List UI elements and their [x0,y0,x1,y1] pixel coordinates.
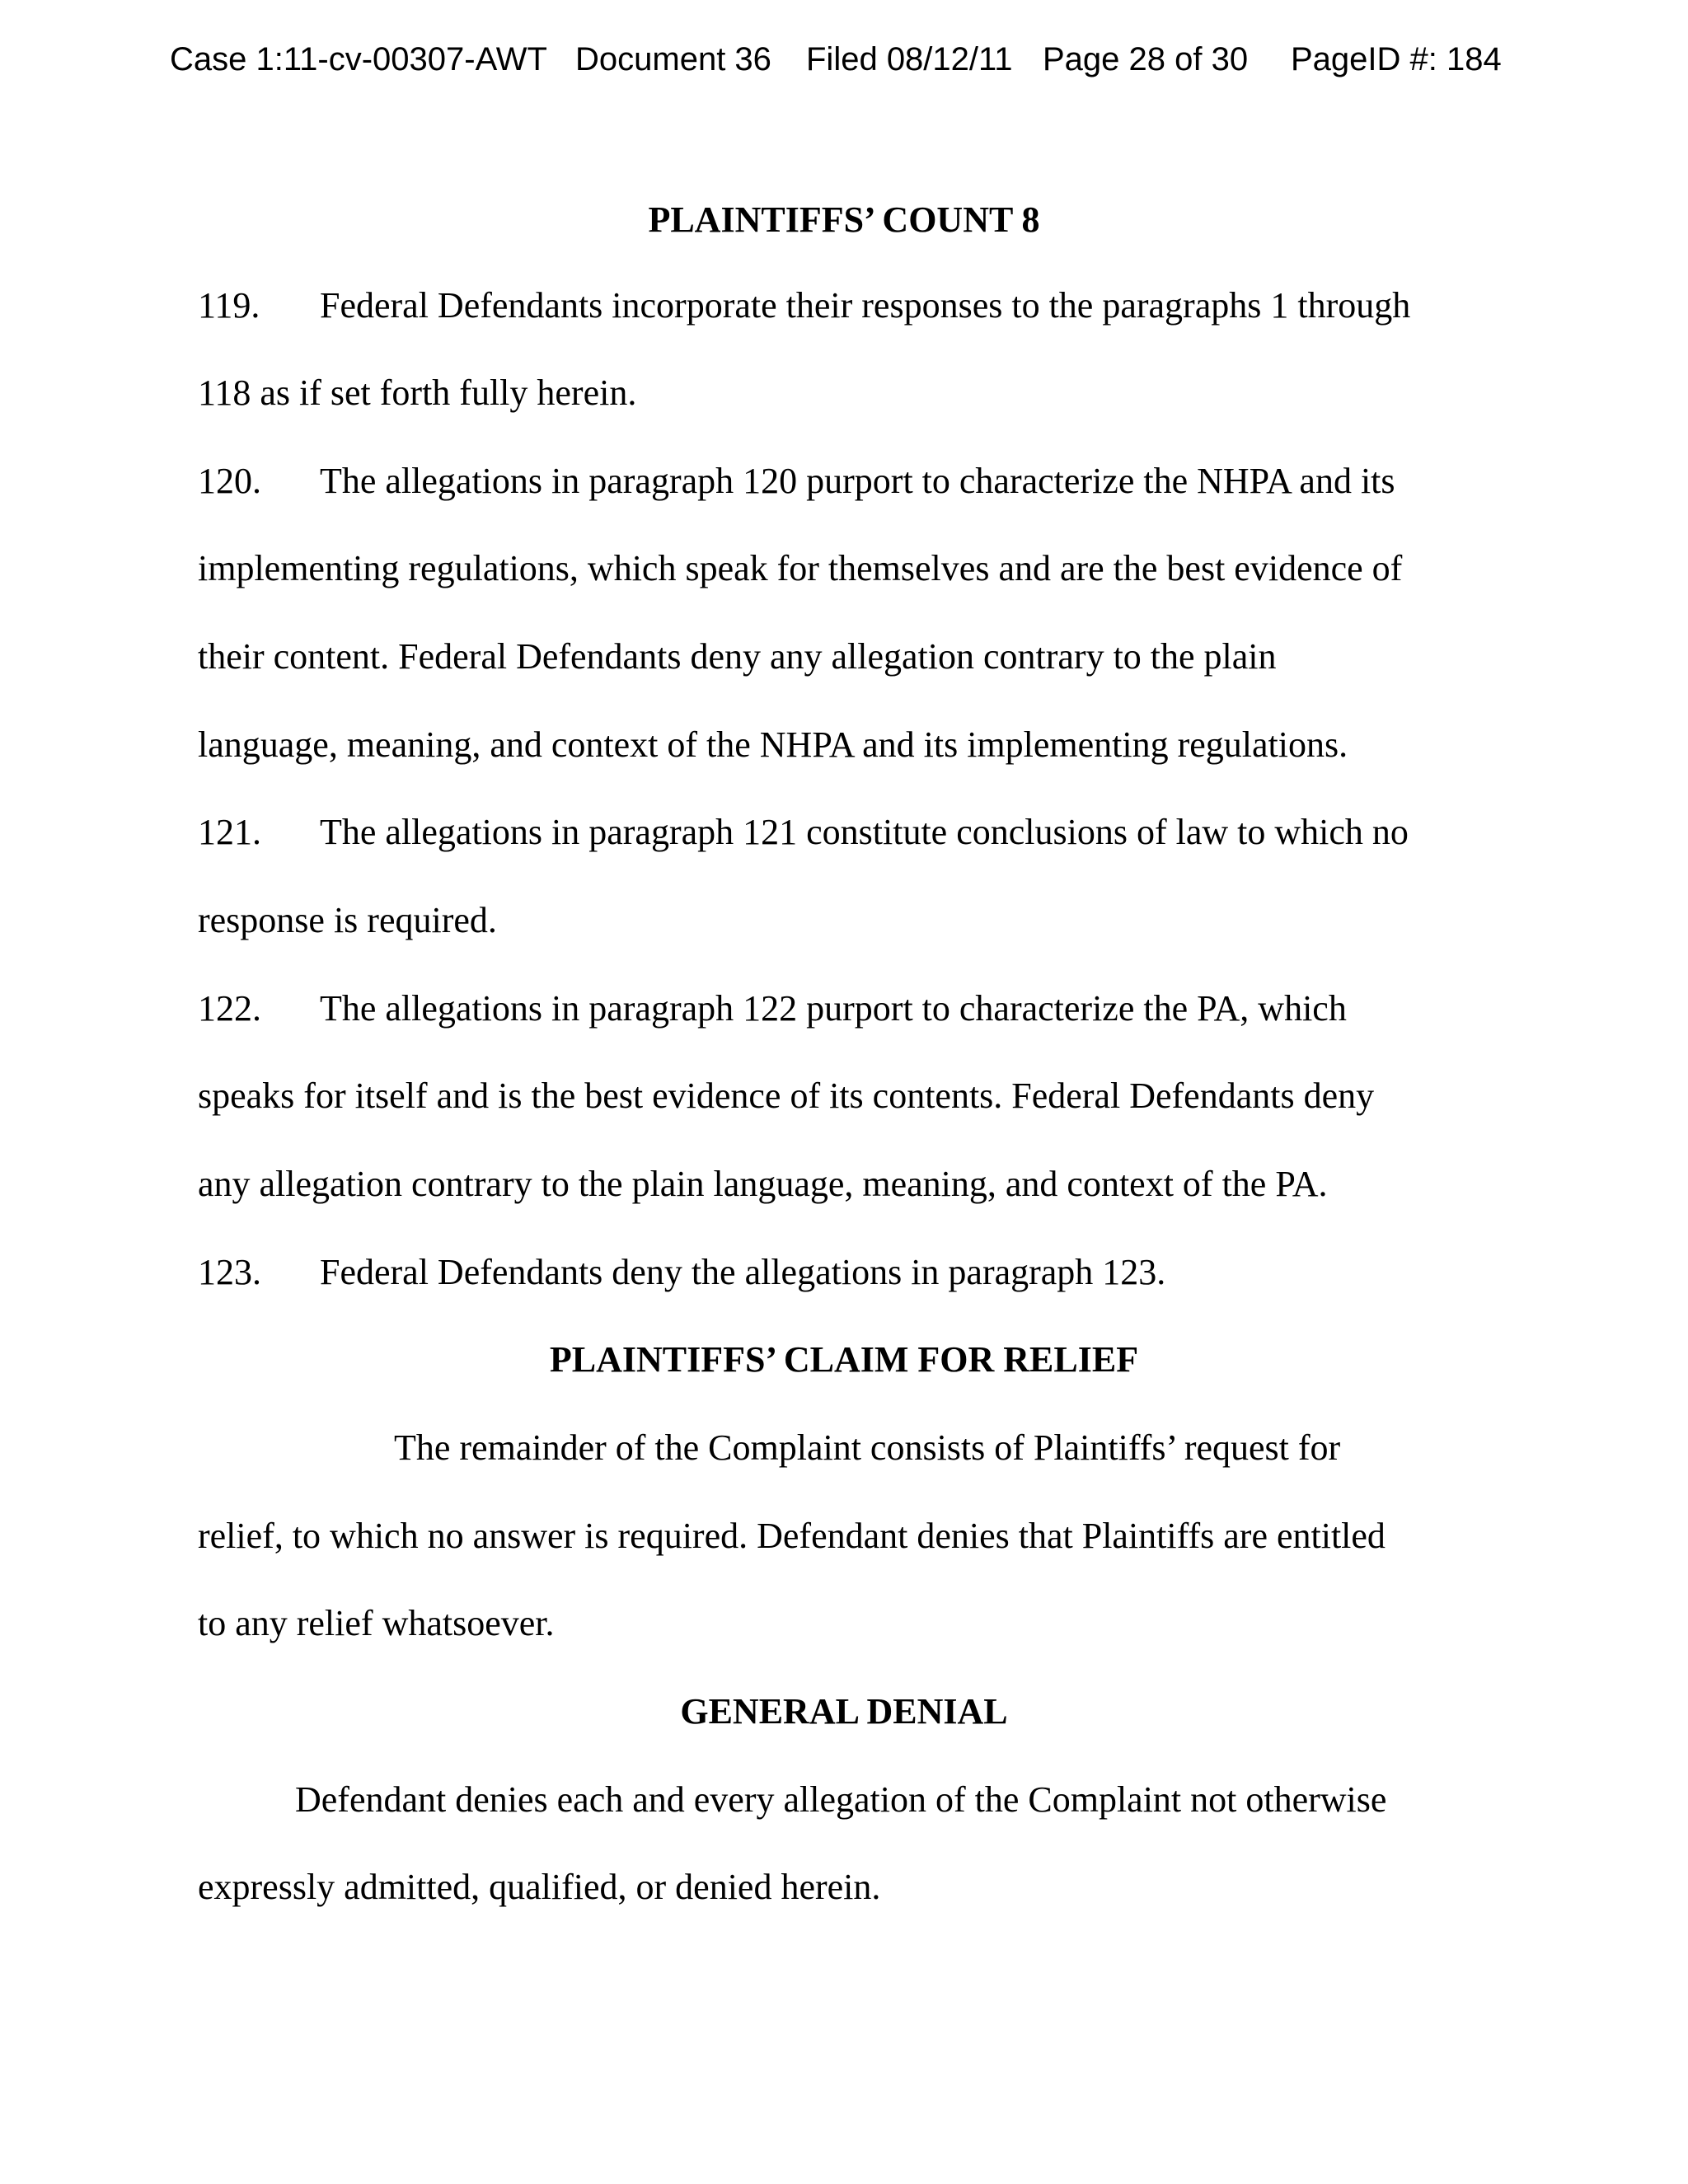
paragraph-line: to any relief whatsoever. [198,1603,555,1643]
paragraph-line: Federal Defendants incorporate their responses to the paragraphs 1 through [320,285,1411,326]
paragraph-line: 118 as if set forth fully herein. [198,373,637,413]
section-heading-count-8: PLAINTIFFS’ COUNT 8 [648,199,1040,240]
paragraph-number: 121. [198,812,261,852]
paragraph-line: their content. Federal Defendants deny any allegation contrary to the plain [198,636,1277,677]
paragraph-line: speaks for itself and is the best evidence of its contents. Federal Defendants deny [198,1076,1375,1116]
paragraph-line: expressly admitted, qualified, or denied herein. [198,1867,881,1907]
paragraph-number: 120. [198,461,261,501]
paragraph-number: 119. [198,285,260,326]
paragraph-line: The allegations in paragraph 121 constitute conclusions of law to which no [320,812,1409,852]
paragraph-line: response is required. [198,900,497,940]
document-number: Document 36 [575,41,771,77]
section-heading-claim-for-relief: PLAINTIFFS’ CLAIM FOR RELIEF [549,1339,1139,1380]
paragraph-number: 122. [198,988,261,1029]
case-number: Case 1:11-cv-00307-AWT [170,41,547,77]
paragraph-line: The allegations in paragraph 120 purport to characterize the NHPA and its [320,461,1395,501]
paragraph-line: relief, to which no answer is required. Defendant denies that Plaintiffs are entitled [198,1516,1386,1556]
paragraph-line: Federal Defendants deny the allegations in paragraph 123. [320,1252,1166,1292]
paragraph-line: language, meaning, and context of the NHPA and its implementing regulations. [198,724,1348,765]
page-id: PageID #: 184 [1291,41,1502,77]
paragraph-line: The remainder of the Complaint consists of Plaintiffs’ request for [394,1427,1341,1468]
paragraph-line: The allegations in paragraph 122 purport to characterize the PA, which [320,988,1347,1029]
paragraph-line: any allegation contrary to the plain language, meaning, and context of the PA. [198,1164,1328,1204]
paragraph-number: 123. [198,1252,261,1292]
page-indicator: Page 28 of 30 [1043,41,1249,77]
case-header [0,36,1688,82]
paragraph-line: implementing regulations, which speak for themselves and are the best evidence of [198,548,1403,588]
section-heading-general-denial: GENERAL DENIAL [680,1691,1008,1732]
paragraph-line: Defendant denies each and every allegation of the Complaint not otherwise [295,1779,1387,1820]
filed-date: Filed 08/12/11 [806,41,1013,77]
